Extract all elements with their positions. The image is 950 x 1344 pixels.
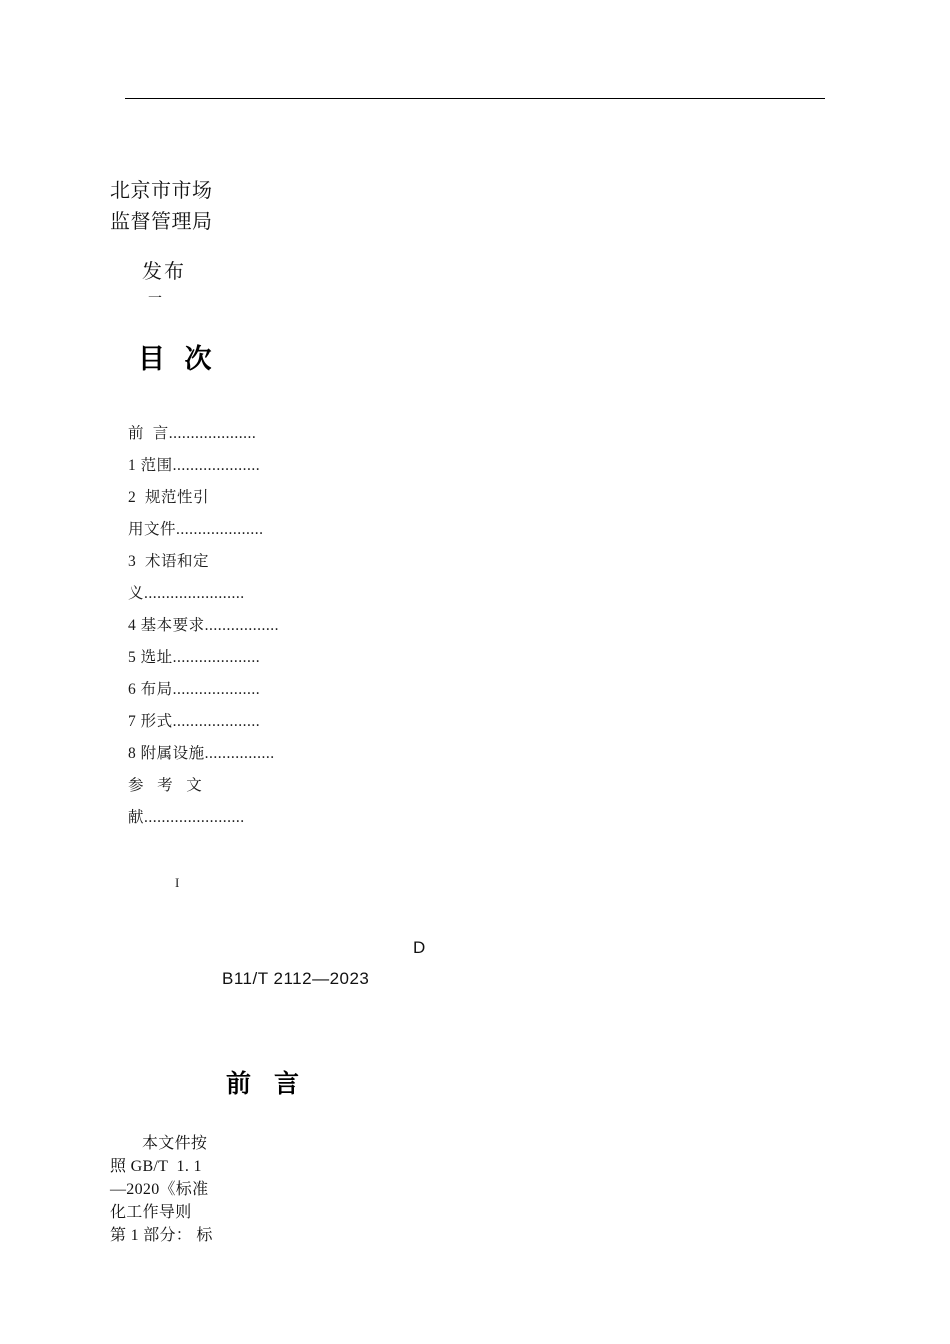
foreword-heading: 前 言	[226, 1070, 307, 1098]
toc-entry[interactable]: 4 基本要求.................	[128, 617, 280, 634]
toc-entry[interactable]: 前 言....................	[128, 425, 257, 442]
standard-code: B11/T 2112—2023	[222, 969, 370, 988]
toc-entry[interactable]: 义.......................	[128, 585, 245, 602]
page-number: I	[175, 875, 180, 890]
toc-entry[interactable]: 参 考 文	[128, 777, 203, 794]
section-letter-mark: D	[413, 938, 426, 957]
toc-heading: 目 次	[138, 344, 218, 374]
foreword-line: 第 1 部分： 标	[110, 1227, 213, 1244]
toc-entry[interactable]: 5 选址....................	[128, 649, 261, 666]
header-divider	[125, 98, 825, 99]
foreword-line: 本文件按	[142, 1135, 208, 1152]
toc-entry[interactable]: 1 范围....................	[128, 457, 261, 474]
toc-entry[interactable]: 3 术语和定	[128, 553, 210, 570]
foreword-line: —2020《标准	[110, 1181, 209, 1198]
toc-entry[interactable]: 2 规范性引	[128, 489, 210, 506]
toc-entry[interactable]: 献.......................	[128, 809, 245, 826]
foreword-body	[110, 1132, 350, 1247]
toc-entry[interactable]: 用文件....................	[128, 521, 264, 538]
dash-mark: 一	[148, 290, 162, 306]
foreword-line: 照 GB/T 1. 1	[110, 1158, 202, 1175]
toc-entry[interactable]: 7 形式....................	[128, 713, 261, 730]
foreword-line: 化工作导则	[110, 1204, 192, 1221]
publish-label: 发布	[142, 261, 186, 283]
publisher-line-2: 监督管理局	[110, 211, 213, 233]
publisher-block	[110, 176, 410, 238]
toc-entry[interactable]: 8 附属设施................	[128, 745, 275, 762]
toc-entry[interactable]: 6 布局....................	[128, 681, 261, 698]
publisher-line-1: 北京市市场	[110, 180, 213, 202]
toc-list	[128, 418, 548, 834]
